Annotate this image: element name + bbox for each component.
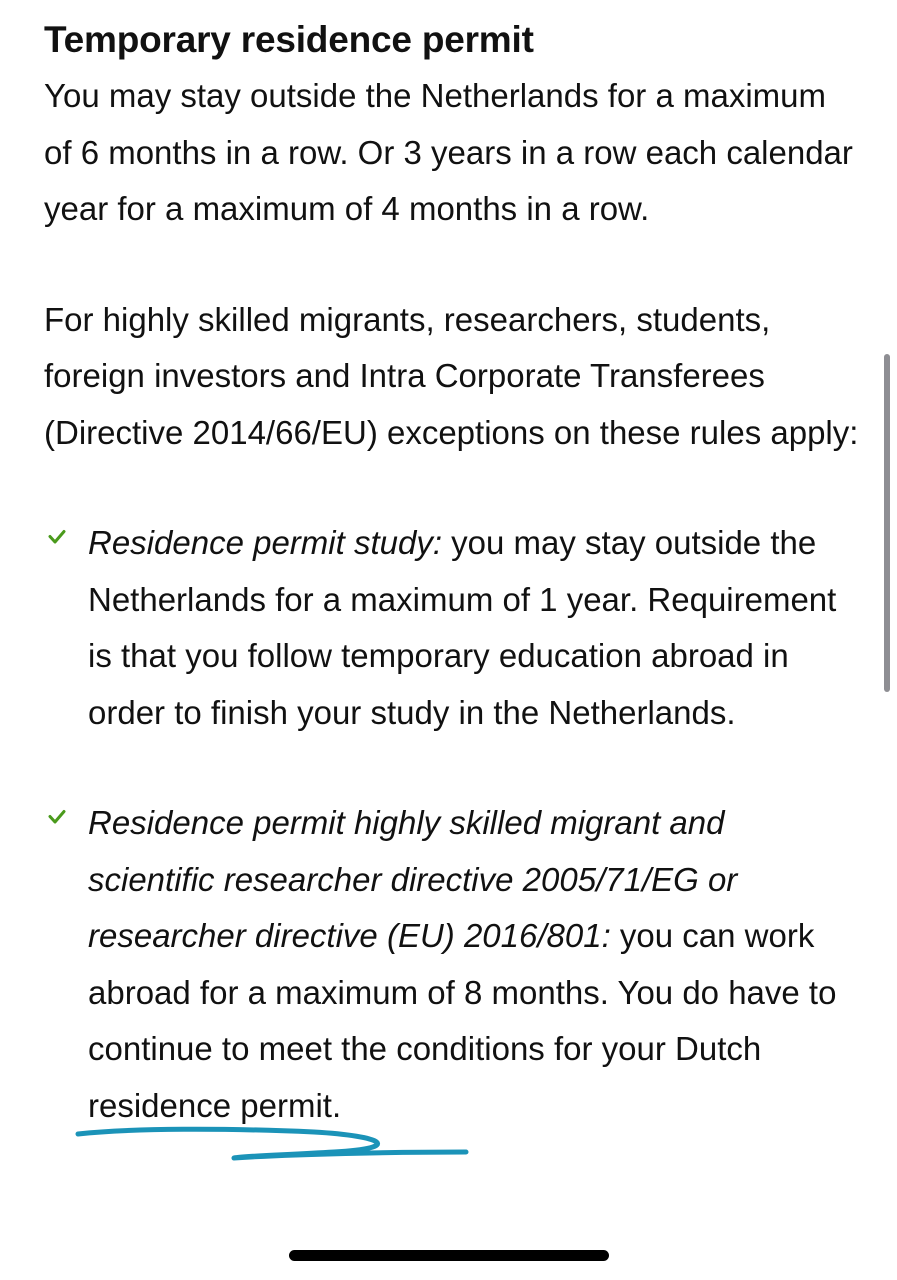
intro-paragraph: You may stay outside the Netherlands for a maximum of 6 months in a row. Or 3 years in a row each calendar year for a maximum of 4 months in a row.: [44, 77, 853, 227]
rule-body: you may stay outside the Netherlands for a maximum of 1 year. Requirement is that you follow temporary education abroad in order to finish your study in the Netherlands.: [88, 524, 837, 731]
exceptions-list: [44, 515, 859, 1134]
list-item: [44, 795, 859, 1134]
rule-lead: Residence permit study:: [88, 524, 442, 561]
rule-body: you can work abroad for a maximum of 8 months. You do have to continue to meet the conditions for your Dutch residence permit.: [88, 917, 837, 1124]
check-icon: [46, 526, 68, 548]
rule-lead: Residence permit highly skilled migrant and scientific researcher directive 2005/71/EG or researcher directive (EU) 2016/801:: [88, 804, 738, 954]
list-item: [44, 515, 859, 741]
check-icon: [46, 806, 68, 828]
home-indicator[interactable]: [289, 1250, 609, 1261]
section-title: Temporary residence permit: [44, 19, 534, 60]
scrollbar[interactable]: [884, 354, 890, 692]
page-content: [44, 14, 859, 1134]
exceptions-intro-paragraph: For highly skilled migrants, researchers, students, foreign investors and Intra Corporate Transferees (Directive 2014/66/EU) exceptions on these rules apply:: [44, 300, 859, 451]
